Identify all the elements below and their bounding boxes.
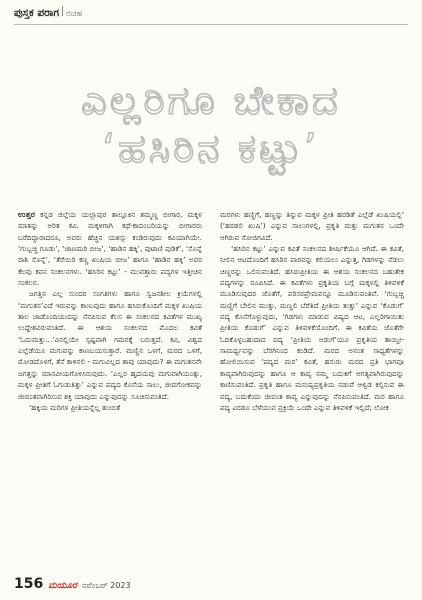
page-footer bbox=[14, 576, 131, 592]
paragraph-text: ಕನ್ನಡ ಜಿಲ್ಲೆಯ ಯಲ್ಲಾಪುರ ತಾಲ್ಲೂಕಿನ ತಮ್ಮಣ್ಣ ಬೀಗಾರ, ಮಕ್ಕಳ ಮಾತನ್ನು ಅರಿತ ಕವಿ. ಮಕ್ಕಳಿಗಾಗಿ ಕಥೆ-ಕಾದಂಬರಿಯನ್ನು ಬೀಗಾರರು ಬರೆದಿದ್ದಾರಾದರೂ, ಅವರು ಹೆಚ್ಚಿನ ಯಶಸ್ಸು ಕಂಡಿರುವುದು ಕವಿಯಾಗಿಯೇ. ‘ಗುಬ್ಬಚ್ಚಿ ಗೂಡು’, ‘ಜಾಣಮರಿ ಬೀಜ’, ‘ಹಾಡಿನ ಹಕ್ಕಿ’, ಪುಟಾಣಿ ಪುಡಿಕೆ’, ‘ಸೊನ್ನೆ ರಾಶಿ ಸೊನ್ನೆ’, ‘ತೆರೆಯಿರಿ ಕಣ್ಣ ಖುಷಿಯ ಬೀಜ’ ಹಾಗೂ ‘ಹಾಡಿನ ಹಕ್ಕಿ’ ಅವರ ಕೆಲವು ಕವನ ಸಂಕಲನಗಳು. ‘ಹಸಿರಿನ ಕಟ್ಟು’ - ಮುವತ್ತಾರು ಪದ್ಯಗಳ ಇತ್ತೀಚಿನ ಸಂಕಲನ. bbox=[18, 210, 202, 288]
article-paragraph: ‘ಹಸಿರಿನ ಕಟ್ಟು’ ಎನ್ನುವ ಕವಿತೆ ಸಂಕಲನದ ಶೀರ್ಷಿಕೆಯೂ ಆಗಿದೆ. ಈ ಕವಿತೆ, ನೀಲಿನ ಆಟದೊಂದಿಗೆ ಹಸಿರಿನ ಪಾಠವನ್ನು ಕಲಿಯಲು ಎನ್ನುತ್ತ, ಗಿಡಗಳನ್ನು ನೆಡಲು ಚಿಣ್ಣರನ್ನು ಒಲಿಸುವಂತಿದೆ. ಹಸಿರುಪ್ರೀತಿಯ ಈ ಆಶಯ ಸಂಕಲನದ ಬಹುತೇಕ ಪದ್ಯಗಳನ್ನು ರೂಪಿಸಿದೆ. ಈ ಕವಿತೆಗಳು ಪ್ರಕೃತಿಯ ಬಗ್ಗೆ ಮಕ್ಕಳಲ್ಲಿ ತಿಳಿವಳಿಕೆ ಮೂಡಿಸುವುದರ ಜೊತೆಗೆ, ಪರಿಸರಪ್ರೇಮವನ್ನೂ ಮೂಡಿಸುವಂತಿವೆ. ‘ಗುಬ್ಬಚ್ಚಿ ಮಣ್ಣಿಗೆ ಬೇಲಿನ ಮುತ್ತು, ಮಣ್ಣಲಿ ಬೆರೆತಿದೆ ಪ್ರೀತಿಯ ತುತ್ತು’ ಎನ್ನುವ ‘ಕೊಡುಗೆ’ ಪದ್ಯ ಕೊನೆಗೊಳ್ಳುವುದು, ‘ಗಿಡಗಳು ಮಾಡುವ ವಿಷ್ಯದ ಆಟ, ಎಲ್ಲರಿಗಾಯಿತು ಪ್ರೀತಿಯ ಕೊಡುಗೆ’ ಎನ್ನುವ ತಿಳಿವಳಿಕೆಯೊಂದಿಗೆ. ಈ ಕವಿತೆಯ ಜೊತೆಗೇ ಓದಿಕೊಳ್ಳಬಹುದಾದ ಪದ್ಯ ‘ಪ್ರೀತಿಯ ಅಡುಗೆ’ಯೂ ಪ್ರಕೃತಿಯ ತಾಯ್ತೀ-ಸಾಮರ್ಥ್ಯವನ್ನು ಬೆರಗಿನಿಂದ ಕಂಡಿದೆ. ಮರದ ಅನಂತ ಸಾಧ್ಯತೆಗಳನ್ನು ಹೋಲಿಯಿಸುವ ‘ಪದ್ಯದ ಮರ’ ಕವಿತೆ, ಹಸುರು ಮರದ ಪ್ರತಿ ಭಾಗವೂ ಕಾವ್ಯವಾಗಿರುವುದನ್ನು ಹಾಗೂ ಆ ಕಾವ್ಯ ನಮ್ಮ ಬದುಕಿಗೆ ಅಗತ್ಯವಾಗಿರುವುದನ್ನು ಕಾಣಿಸುವಂತಿದೆ. ಪ್ರಕೃತಿ ಹಾಗೂ ಮನುಷ್ಯಪ್ರಕೃತಿಯ ನಡುವೆ ಆಳ್ವಿಡ ಕಲ್ಪಿಸುವ ಈ ಪದ್ಯ, ಬದುಕೆಂದು ಜೀವಂತ ಕಾವ್ಯ ಎನ್ನುವುದನ್ನು ನೆನಪಿಸುವಂತಿದೆ. ಮರ ಹಾಗೂ ಪದ್ಯ ಎರಡೂ ಬೆಳೆಯುವ ಪ್ರಕ್ರಿಯೆ ಒಂದೇ ಎನ್ನುವ ತಿಳಿವಳಿಕೆ ಇಲ್ಲಿದೆ; ಲೋಕ bbox=[220, 244, 404, 412]
article-title-line-2: ‘ಹಸಿರಿನ ಕಟ್ಟು’ bbox=[102, 126, 320, 172]
section-header bbox=[14, 6, 82, 22]
page-number: 156 bbox=[14, 576, 44, 592]
section-divider bbox=[62, 6, 63, 16]
article-paragraph: ಮರಗಳು ಹಣ್ಣಿಗೆ, ಹಣ್ಣನ್ನು ತಿನ್ನುವ ಮಕ್ಕಳ ಪ್ರೀತಿ ಹರಡಿತೆ ಎಲ್ಲೆಡೆ ಖುಷಿಯಲ್ಲಿ’ (‘ಹರಡಲಿ ಖುಷಿ’) ಎನ್ನುವ ಸಾಲುಗಳಲ್ಲಿ, ಪ್ರಕೃತಿ ಮತ್ತು ಮಗುತನ ಒಂದೇ ಆಗಿರುವ ಸೋಜಿಗವಿದೆ. bbox=[220, 210, 404, 242]
lead-word: ಉತ್ತರ bbox=[18, 209, 35, 219]
section-sublabel: ರಚಹ bbox=[66, 9, 83, 19]
article-paragraph bbox=[18, 209, 202, 288]
article-paragraph: ಜಗತ್ತಿನ ಎಲ್ಲ ಸುಂದರ ಸಂಗತಿಗಳು ಹಾಗೂ ಸ್ವಜನಶೀಲ ಕ್ರಿಯೆಗಳಲ್ಲಿ ‘ಮಗುತನ’ವಿದೆ ಇರುವನ್ನು ಕಾಣುವುದು ಹಾಗೂ ಹಸಿರುಕೊಂದಿಗೆ ಮಕ್ಕಳ ಖುಷಿಯ ತಾಲ ಜಾಡೊಂದಿಯುದನ್ನು ನೆನಪಿಸುವ ಕೆಲಸ ಈ ಸಂಕಲನದ ಕವಿತೆಗಳ ಮುಖ್ಯ ಉದ್ದೇಶವಿರುವಂತಿದೆ. ಈ ಆಶಯ ಸಂಕಲನದ ಮೊದಲ ಕವಿತೆ ‘ಓದುಮತ್ತು...’ವಿನಲ್ಲಿಯೇ ಸ್ಪಷ್ಟವಾಗಿ ಗಮನಕ್ಕೆ ಬರುತ್ತದೆ. ಕವಿ, ವಿಶ್ವದ ಎಲ್ಲೆಡೆಯೂ ಮಗುವನ್ನು ಕಾಣಬಯಸುತ್ತಾರೆ. ಮಣ್ಣಿನ ಒಳಗೆ, ಮರದ ಒಳಗೆ, ಮೋಡದೊಳಗೆ, ತೆನೆ ಕಾಳಿನಲಿ - ಮಗುವಿಲ್ಲದ ತಾವು ಯಾವುದು? ಈ ಮಗುತನವೇ ಜಗತ್ತನ್ನು ಮಾನವೀಯಗೊಳಿಸಿರುವುದು. ‘ಎಲ್ಲರ ಹೃದಯವು ಮಗುವಾಗಿಯಂತ್ಸು, ಮಕ್ಕಳ ಪ್ರೀತಿಗೆ ಓಗುಡುತಿತ್ತು’ ಎನ್ನುವ ಪದ್ಯದ ಕೊನೆಯ ಸಾಲು, ಜೀವಗೋಕವನ್ನು ಜೀವಂತವಾಗಿರಿಸುವ ಶಕ್ತಿ ಯಾವುದು ಎನ್ನುವುದನ್ನು ಸೂಚಿಸುವಂತಿದೆ. bbox=[18, 289, 202, 401]
issue-date: ನವೆಂಬರ್ 2023 bbox=[81, 581, 131, 590]
article-title-line-1: ಎಲ್ಲರಿಗೂ ಬೇಕಾದ bbox=[81, 78, 341, 124]
article-column-right bbox=[220, 209, 404, 413]
section-label: ಪುಸ್ತಕ ಪರಾಗ bbox=[14, 7, 60, 19]
article-column-left bbox=[18, 209, 202, 413]
article-paragraph: ‘ಹಕ್ಕಿಯ ಮರಿಗಳ ಪ್ರೀತಿಯನ್ನೆಲ್ಲ ತುಂಬಿತೆ bbox=[29, 402, 121, 412]
header-rule bbox=[14, 24, 408, 25]
magazine-name: ಮಯೂರ bbox=[48, 581, 77, 591]
